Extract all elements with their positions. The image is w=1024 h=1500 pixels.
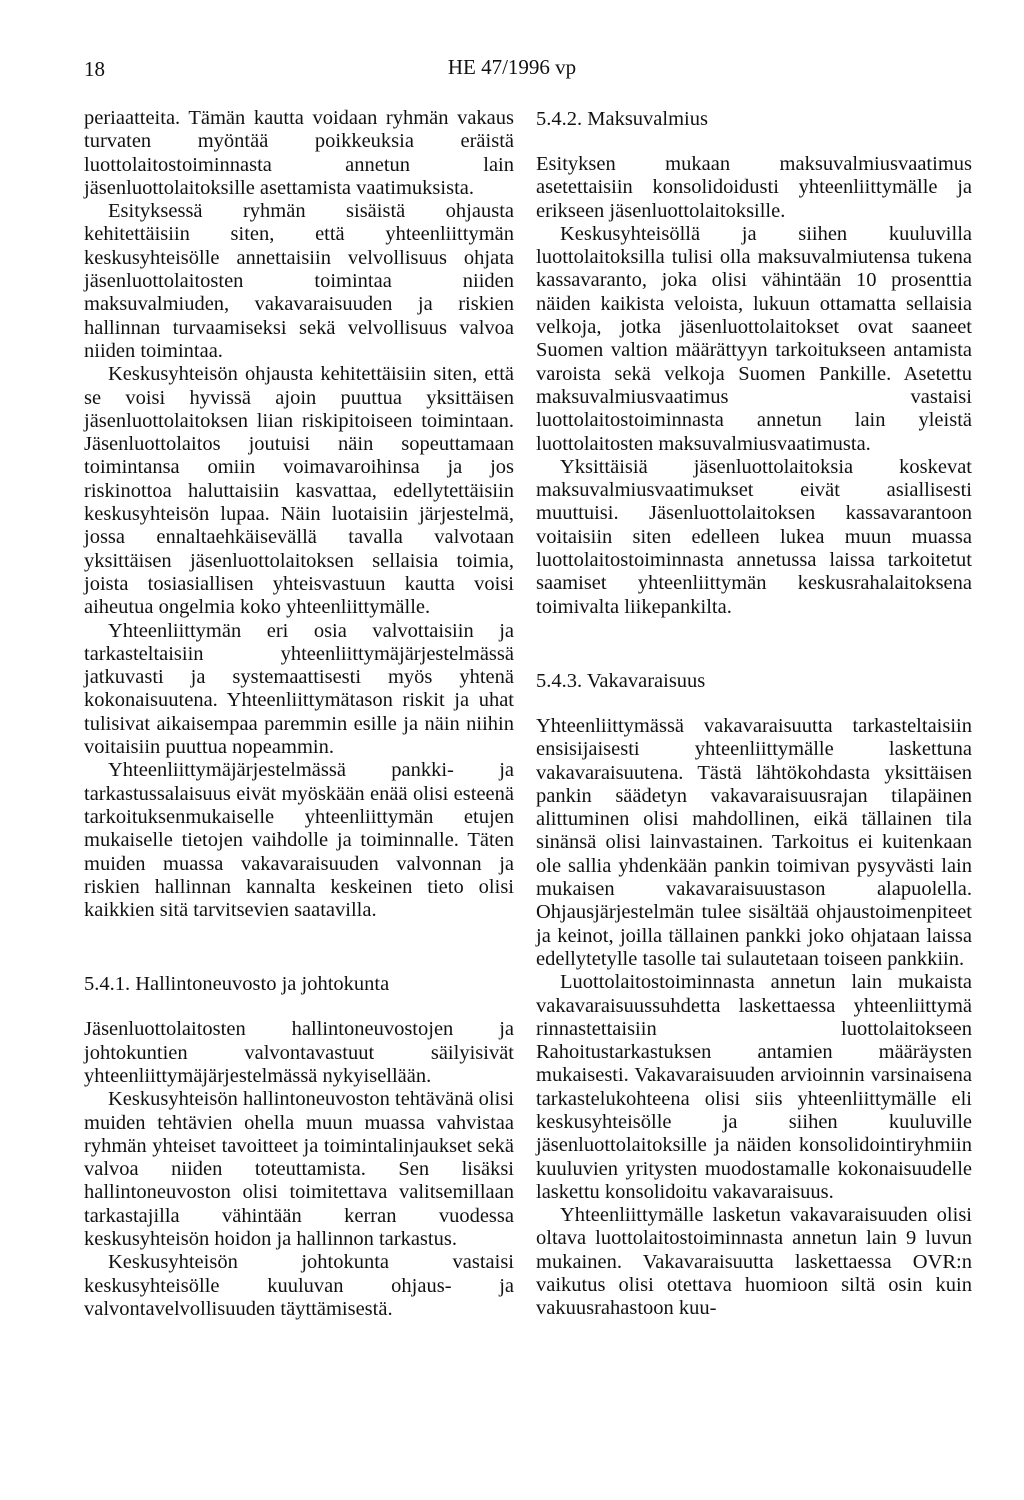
left-column xyxy=(84,107,514,1321)
running-head: HE 47/1996 vp xyxy=(447,55,577,79)
paragraph: Esityksessä ryhmän sisäistä ohjausta kehitettäisiin siten, että yhteenliittymän keskusyhteisölle annettaisiin velvollisuus ohjata jäsenluottolaitosten toimintaa niiden maksuvalmiuden, vakavaraisuuden ja riskien hallinnan turvaamiseksi sekä velvollisuus valvoa niiden toimintaa. xyxy=(84,200,514,362)
paragraph: Esityksen mukaan maksuvalmiusvaatimus asetettaisiin konsolidoidusti yhteenliittymälle ja erikseen jäsenluottolaitoksille. xyxy=(536,153,972,222)
paragraph: Yhteenliittymän eri osia valvottaisiin ja tarkasteltaisiin yhteenliittymäjärjestelmässä jatkuvasti ja systemaattisesti myös yhtenä kokonaisuutena. Yhteenliittymätason riskit ja uhat tulisivat aikaisempaa paremmin esille ja näin niihin voitaisiin puuttua nopeammin. xyxy=(84,619,514,759)
paragraph: Luottolaitostoiminnasta annetun lain mukaista vakavaraisuussuhdetta laskettaessa yhteenliittymä rinnastettaisiin luottolaitokseen Rahoitustarkastuksen antamien määräysten mukaisesti. Vakavaraisuuden arvioinnin varsinaisena tarkastelukohteena olisi siis yhteenliittymälle eli keskusyhteisölle ja siihen kuuluville jäsenluottolaitoksille ja näiden konsolidointiryhmiin kuuluvien yritysten muodostamalle kokonaisuudelle laskettu konsolidoitu vakavaraisuus. xyxy=(536,971,972,1203)
paragraph: Keskusyhteisöllä ja siihen kuuluvilla luottolaitoksilla tulisi olla maksuvalmiutensa tukena kassavaranto, joka olisi vähintään 10 prosenttia näiden kaikista veloista, lukuun ottamatta sellaisia velkoja, jotka jäsenluottolaitokset ovat saaneet Suomen valtion määrättyyn tarkoitukseen antamista varoista sekä velkoja Suomen Pankille. Asetettu maksuvalmiusvaatimus vastaisi luottolaitostoiminnasta annetun lain yleistä luottolaitosten maksuvalmiusvaatimusta. xyxy=(536,222,972,455)
paragraph: Yksittäisiä jäsenluottolaitoksia koskevat maksuvalmiusvaatimukset eivät asiallisesti muuttuisi. Jäsenluottolaitoksen kassavarantoon voitaisiin siten edelleen lukea muun muassa luottolaitostoiminnasta annetussa laissa tarkoitetut saamiset yhteenliittymän keskusrahalaitoksena toimivalta liikepankilta. xyxy=(536,455,972,618)
paragraph: Jäsenluottolaitosten hallintoneuvostojen ja johtokuntien valvontavastuut säilyisivät yhteenliittymäjärjestelmässä nykyisellään. xyxy=(84,1018,514,1087)
paragraph: Yhteenliittymälle lasketun vakavaraisuuden olisi oltava luottolaitostoiminnasta annetun lain 9 luvun mukainen. Vakavaraisuutta laskettaessa OVR:n vaikutus olisi otettava huomioon siltä osin kuin vakuusrahastoon kuu- xyxy=(536,1204,972,1320)
paragraph: Yhteenliittymässä vakavaraisuutta tarkasteltaisiin ensisijaisesti yhteenliittymälle laskettuna vakavaraisuutena. Tästä lähtökohdasta yksittäisen pankin säädetyn vakavaraisuusrajan tilapäinen alittuminen olisi mahdollinen, eikä tällainen tila sinänsä olisi lainvastainen. Tarkoitus ei kuitenkaan ole sallia yhdenkään pankin toimivan pysyvästi lain mukaisen vakavaraisuustason alapuolella. Ohjausjärjestelmän tulee sisältää ohjaustoimenpiteet ja keinot, joilla tällainen pankki joko ohjataan laissa edellytetylle tasolle tai sulautetaan toiseen pankkiin. xyxy=(536,714,972,970)
page-number: 18 xyxy=(84,57,105,81)
paragraph: Keskusyhteisön hallintoneuvoston tehtävänä olisi muiden tehtävien ohella muun muassa vahvistaa ryhmän yhteiset tavoitteet ja toimintalinjaukset sekä valvoa niiden toteuttamista. Sen lisäksi hallintoneuvoston olisi toimitettava valitsemillaan tarkastajilla vähintään kerran vuodessa keskusyhteisön hoidon ja hallinnon tarkastus. xyxy=(84,1088,514,1251)
right-column xyxy=(536,107,972,1321)
paragraph: Keskusyhteisön johtokunta vastaisi keskusyhteisölle kuuluvan ohjaus- ja valvontavelvollisuuden täyttämisestä. xyxy=(84,1251,514,1320)
paragraph: Yhteenliittymäjärjestelmässä pankki- ja tarkastussalaisuus eivät myöskään enää olisi esteenä tarkoituksenmukaiselle yhteenliittymän etujen mukaiselle tietojen vaihdolle ja toiminnalle. Täten muiden muassa vakavaraisuuden valvonnan ja riskien hallinnan kannalta keskeinen tieto olisi kaikkien sitä tarvitsevien saatavilla. xyxy=(84,759,514,922)
section-heading: 5.4.3. Vakavaraisuus xyxy=(536,669,706,692)
section-heading: 5.4.2. Maksuvalmius xyxy=(536,108,708,130)
section-heading: 5.4.1. Hallintoneuvosto ja johtokunta xyxy=(84,973,390,996)
paragraph: Keskusyhteisön ohjausta kehitettäisiin siten, että se voisi hyvissä ajoin puuttua yksittäisen jäsenluottolaitoksen liian riskipitoiseen toimintaan. Jäsenluottolaitos joutuisi näin sopeuttamaan toimintansa omiin voimavaroihinsa ja jos riskinottoa haluttaisiin kasvattaa, edellytettäisiin keskusyhteisön lupaa. Näin luotaisiin järjestelmä, jossa ennaltaehkäisevällä tavalla valvotaan yksittäisen jäsenluottolaitoksen sellaisia toimia, joista tosiasiallisen yhteisvastuun kautta voisi aiheutua ongelmia koko yhteenliittymälle. xyxy=(84,363,514,619)
paragraph: periaatteita. Tämän kautta voidaan ryhmän vakaus turvaten myöntää poikkeuksia eräistä luottolaitostoiminnasta annetun lain jäsenluottolaitoksille asettamista vaatimuksista. xyxy=(84,107,514,199)
